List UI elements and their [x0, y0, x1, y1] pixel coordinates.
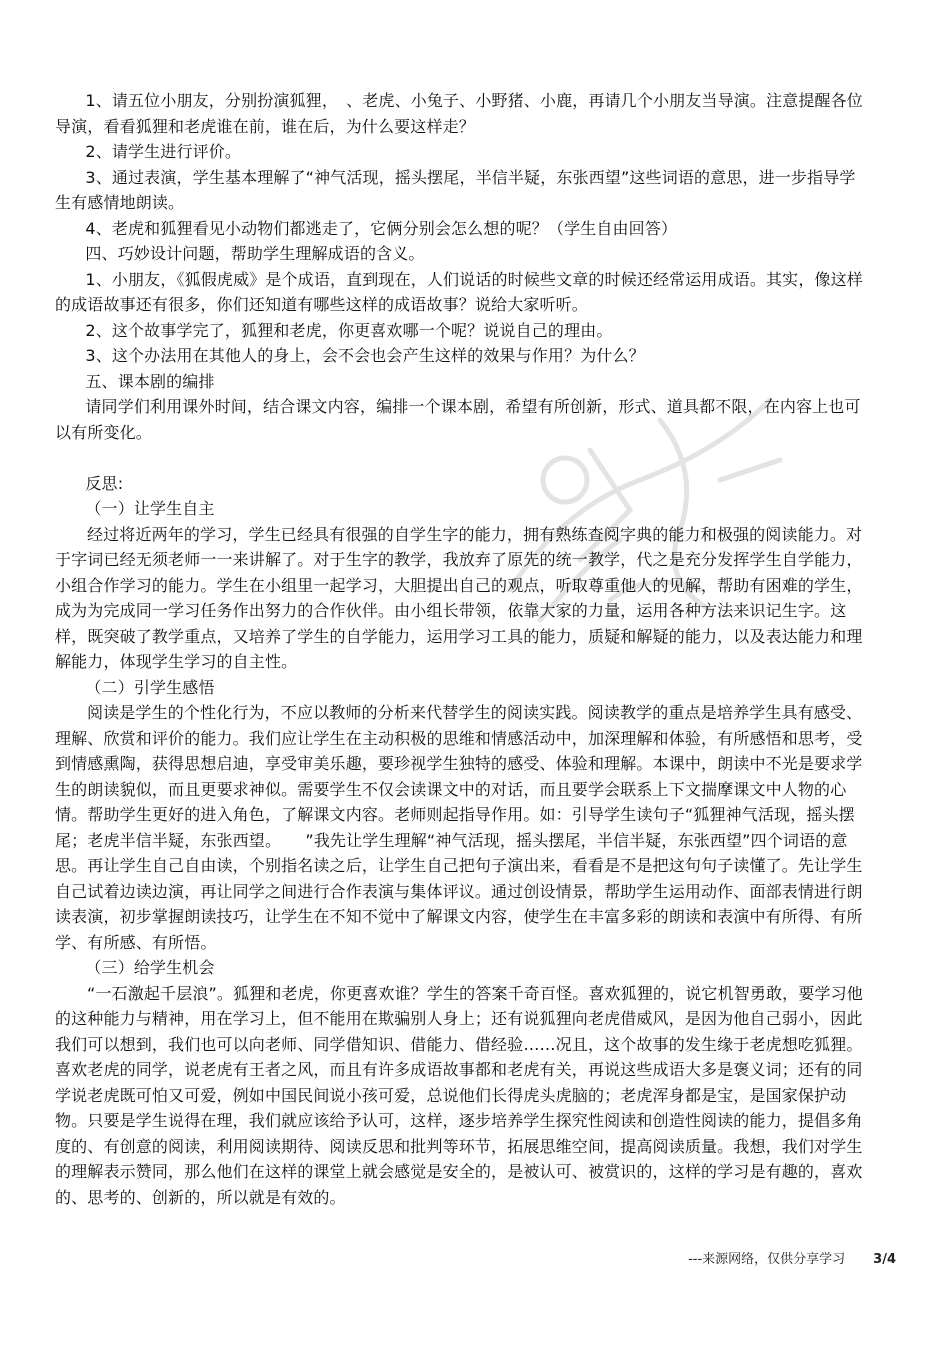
subsection-heading: （一）让学生自主 — [85, 499, 215, 518]
section-heading: 五、课本剧的编排 — [85, 371, 215, 391]
page-footer — [0, 1248, 896, 1267]
spacer — [55, 445, 865, 471]
subsection-heading: （二）引学生感悟 — [85, 677, 215, 697]
step-paragraph: 请同学们利用课外时间，结合课文内容，编排一个课本剧，希望有所创新，形式、道具都不限，在内容上也可以有所变化。 — [55, 397, 861, 442]
page-number: 3/4 — [873, 1252, 896, 1267]
subsection-heading: （三）给学生机会 — [85, 958, 215, 977]
body-paragraph: “一石激起千层浪”。狐狸和老虎，你更喜欢谁？学生的答案千奇百怪。喜欢狐狸的，说它机智勇敢，要学习他的这种能力与精神，用在学习上，但不能用在欺骗别人身上；还有说狐狸向老虎借威风，是因为他自己弱小，因此我们可以想到，我们也可以向老师、同学借知识、借能力、借经验……况且，这个故事的发生缘于老虎想吃狐狸。喜欢老虎的同学，说老虎有王者之风，而且有许多成语故事都和老虎有关，再说这些成语大多是褒义词；还有的同学说老虎既可怕又可爱，例如中国民间说小孩可爱，总说他们长得虎头虎脑的；老虎浑身都是宝，是国家保护动物。只要是学生说得在理，我们就应该给予认可，这样，逐步培养学生探究性阅读和创造性阅读的能力，提倡多角度的、有创意的阅读，利用阅读期待、阅读反思和批判等环节，拓展思维空间，提高阅读质量。我想，我们对学生的理解表示赞同，那么他们在这样的课堂上就会感觉是安全的，是被认可、被赏识的，这样的学习是有趣的，喜欢的、思考的、创新的，所以就是有效的。 — [55, 983, 863, 1207]
step-paragraph: 4、老虎和狐狸看见小动物们都逃走了，它俩分别会怎么想的呢？（学生自由回答） — [85, 218, 678, 238]
step-paragraph: 2、这个故事学完了，狐狸和老虎，你更喜欢哪一个呢？说说自己的理由。 — [85, 320, 613, 340]
document-body — [55, 88, 865, 1210]
source-note: ---来源网络，仅供分享学习 — [688, 1252, 846, 1267]
body-paragraph: 经过将近两年的学习，学生已经具有很强的自学生字的能力，拥有熟练查阅字典的能力和极强的阅读能力。对于字词已经无须老师一一来讲解了。对于生字的教学，我放弃了原先的统一教学，代之是充分发挥学生自学能力，小组合作学习的能力。学生在小组里一起学习，大胆提出自己的观点，听取尊重他人的见解，帮助有困难的学生，成为为完成同一学习任务作出努力的合作伙伴。由小组长带领，依靠大家的力量，运用各种方法来识记生字。这样，既突破了教学重点，又培养了学生的自学能力，运用学习工具的能力，质疑和解疑的能力，以及表达能力和理解能力，体现学生学习的自主性。 — [55, 524, 863, 671]
step-paragraph: 2、请学生进行评价。 — [85, 142, 242, 161]
step-paragraph: 3、这个办法用在其他人的身上，会不会也会产生这样的效果与作用？为什么？ — [85, 346, 645, 365]
section-heading: 四、巧妙设计问题，帮助学生理解成语的含义。 — [85, 244, 425, 263]
step-paragraph: 1、请五位小朋友，分别扮演狐狸， 、老虎、小兔子、小野猪、小鹿，再请几个小朋友当导演。注意提醒各位导演，看看狐狸和老虎谁在前，谁在后，为什么要这样走？ — [55, 91, 863, 136]
step-paragraph: 3、通过表演，学生基本理解了“神气活现，摇头摆尾，半信半疑，东张西望”这些词语的意思，进一步指导学生有感情地朗读。 — [55, 167, 856, 212]
body-paragraph: 阅读是学生的个性化行为，不应以教师的分析来代替学生的阅读实践。阅读教学的重点是培养学生具有感受、理解、欣赏和评价的能力。我们应让学生在主动积极的思维和情感活动中，加深理解和体验，有所感悟和思考，受到情感熏陶，获得思想启迪，享受审美乐趣，要珍视学生独特的感受、体验和理解。本课中，朗读中不光是要求学生的朗读貌似，而且更要求神似。需要学生不仅会读课文中的对话，而且要学会联系上下文揣摩课文中人物的心情。帮助学生更好的进入角色，了解课文内容。老师则起指导作用。如：引导学生读句子“狐狸神气活现，摇头摆尾；老虎半信半疑，东张西望。 ”我先让学生理解“神气活现，摇头摆尾，半信半疑，东张西望”四个词语的意思。再让学生自己自由读，个别指名读之后，让学生自己把句子演出来，看看是不是把这句句子读懂了。先让学生自己试着边读边演，再让同学之间进行合作表演与集体评议。通过创设情景，帮助学生运用动作、面部表情进行朗读表演，初步掌握朗读技巧，让学生在不知不觉中了解课文内容，使学生在丰富多彩的朗读和表演中有所得、有所学、有所感、有所悟。 — [55, 703, 863, 952]
step-paragraph: 1、小朋友，《狐假虎威》是个成语，直到现在，人们说话的时候些文章的时候还经常运用成语。其实，像这样的成语故事还有很多，你们还知道有哪些这样的成语故事？说给大家听听。 — [55, 269, 863, 314]
reflection-title: 反思: — [85, 473, 124, 493]
